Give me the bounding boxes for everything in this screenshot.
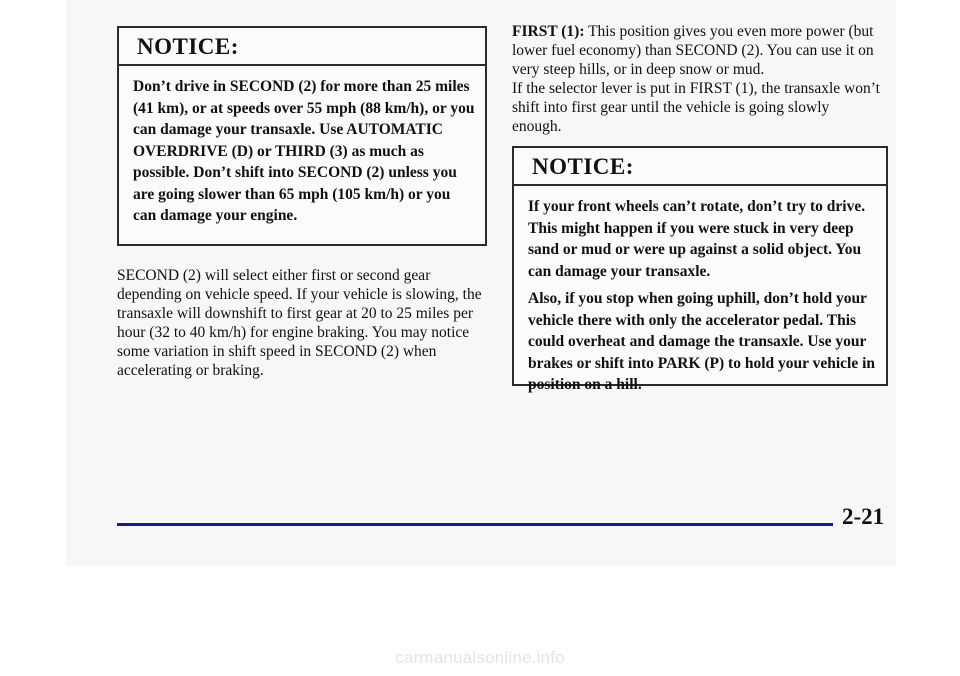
notice-body-2: Also, if you stop when going uphill, don’t hold your vehicle there with only the accelerator pedal. This could overheat and damage the transaxle. Use your brakes or shift into PARK (P) to hold your vehicle in position on a hill. (528, 290, 876, 393)
first-gear-text: This position gives you even more power (but lower fuel economy) than SECOND (2). You can use it on very steep hills, or in deep snow or mud. (512, 23, 874, 78)
site-watermark: carmanualsonline.info (395, 648, 565, 667)
page-number: 2-21 (842, 504, 885, 529)
second-gear-paragraph (117, 266, 492, 380)
notice-heading: NOTICE: (119, 28, 485, 66)
first-gear-section (512, 22, 882, 136)
notice-body-1: If your front wheels can’t rotate, don’t try to drive. This might happen if you were stuck in very deep sand or mud or were up against a solid object. You can damage your transaxle. (528, 198, 866, 280)
first-gear-paragraph (512, 22, 882, 79)
notice-body: Don’t drive in SECOND (2) for more than 25 miles (41 km), or at speeds over 55 mph (88 km/h), or you can damage your transaxle. Use AUTOMATIC OVERDRIVE (D) or THIRD (3) as much as possible. Don’t shift into SECOND (2) unless you are going slower than 65 mph (105 km/h) or you can damage your engine. (133, 78, 475, 224)
first-gear-lead: FIRST (1): (512, 23, 585, 40)
footer-rule (117, 523, 833, 526)
notice-heading: NOTICE: (514, 148, 886, 186)
notice-box-left (117, 26, 487, 246)
notice-box-right (512, 146, 888, 393)
second-gear-text: SECOND (2) will select either first or second gear depending on vehicle speed. If your vehicle is slowing, the transaxle will downshift to first gear at 20 to 25 miles per hour (32 to 40 km/h) for engine braking. You may notice some variation in shift speed in SECOND (2) when accelerating or braking. (117, 267, 482, 379)
first-gear-paragraph-2: If the selector lever is put in FIRST (1), the transaxle won’t shift into first gear until the vehicle is going slowly enough. (512, 80, 880, 135)
